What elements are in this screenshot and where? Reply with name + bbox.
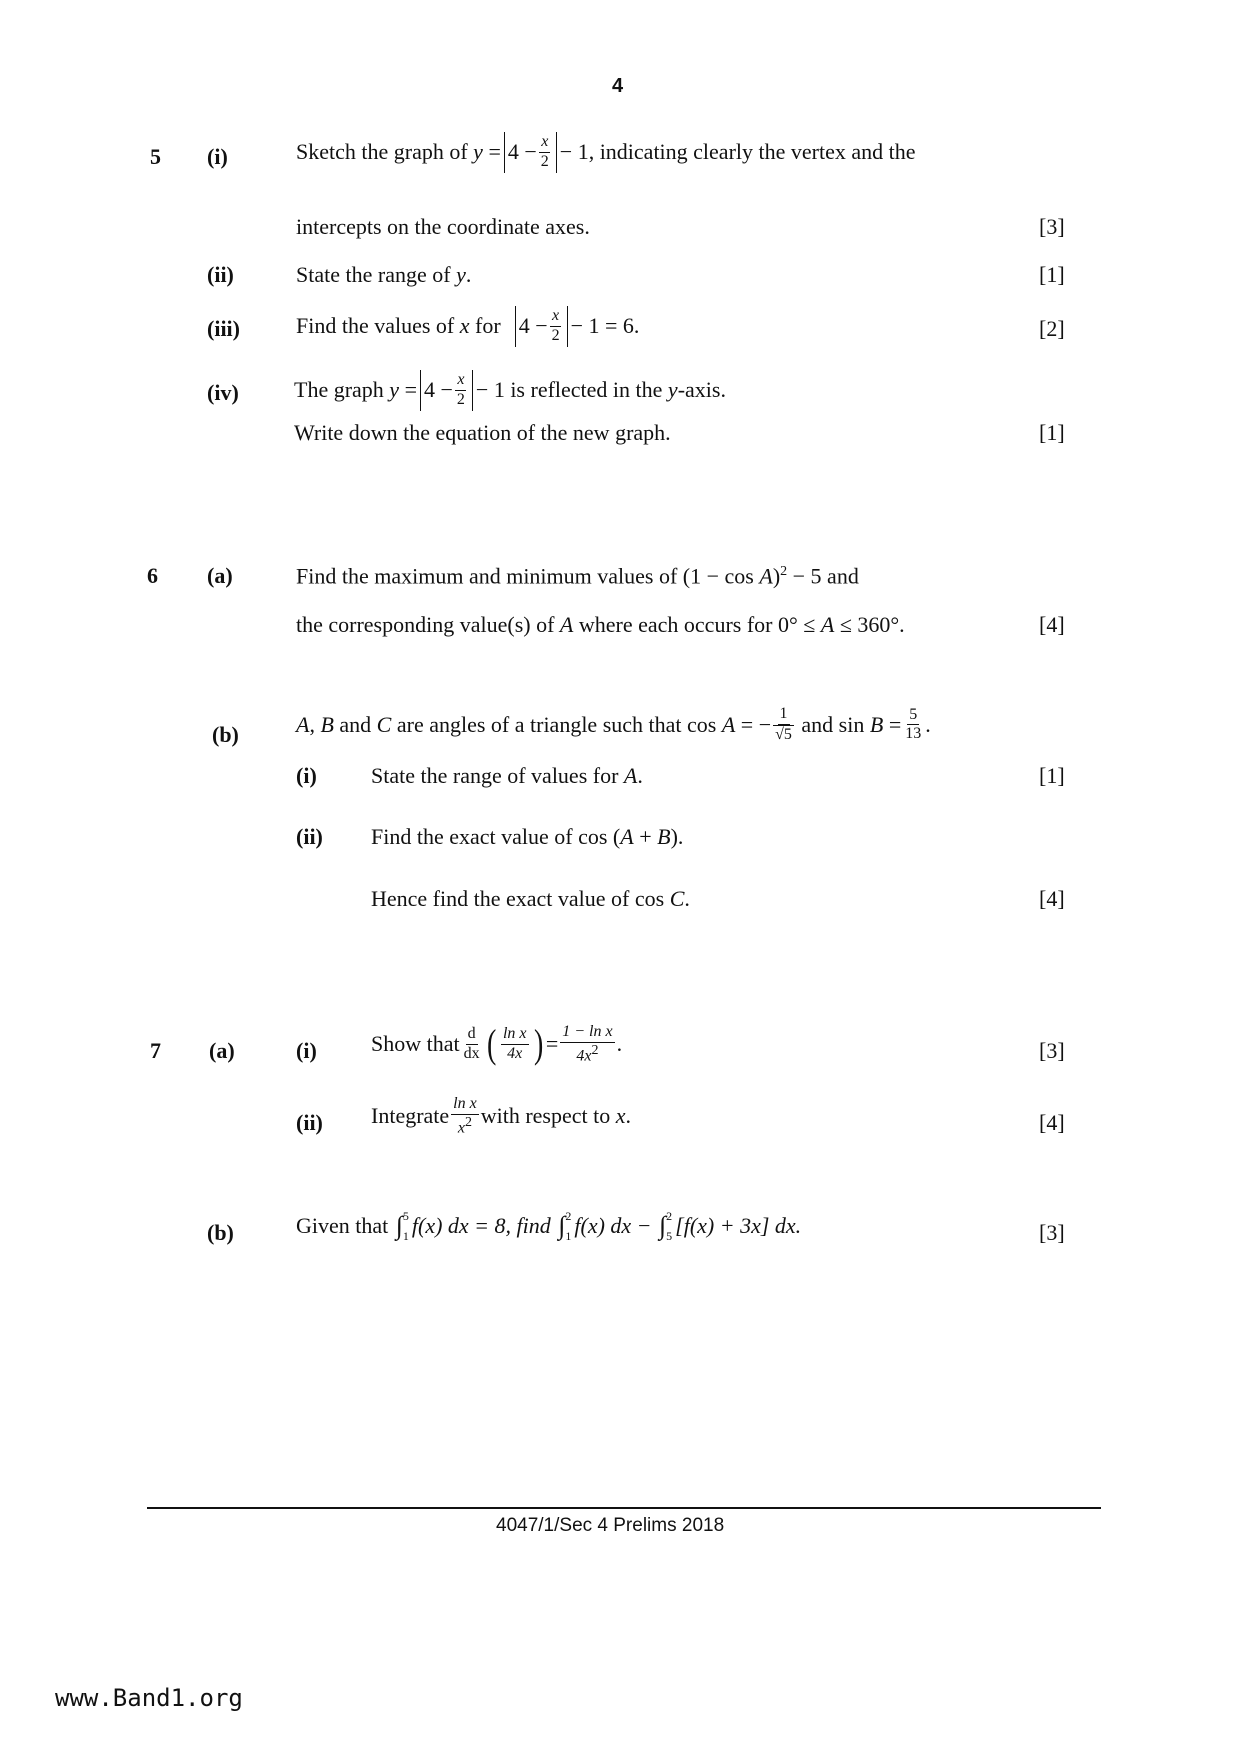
q6b-A2: A xyxy=(721,711,736,737)
watermark-url[interactable]: www.Band1.org xyxy=(55,1684,243,1712)
q5i-absolute-value xyxy=(504,132,557,173)
q6a-line1-post: ) xyxy=(772,563,781,589)
q5-part-ii-label: (ii) xyxy=(207,262,234,287)
q7ai-statement xyxy=(371,1021,623,1067)
q7ai-eq: = xyxy=(545,1031,559,1057)
q7b-upper-3: 2 xyxy=(666,1209,673,1223)
q6-part-a-label: (a) xyxy=(207,563,233,588)
q7aii-marks: [4] xyxy=(1039,1110,1065,1135)
q5iv-frac-num: x xyxy=(455,372,466,391)
q7b-limits-2 xyxy=(565,1210,571,1242)
question-5-number: 5 xyxy=(150,144,161,169)
q7b-integral-1: ∫ xyxy=(395,1211,403,1240)
q6bii-text-main: Find the exact value of cos ( xyxy=(371,824,621,849)
q7ai-derivative xyxy=(462,1026,482,1063)
q7a-part-ii-label: (ii) xyxy=(296,1110,323,1135)
q6b-cos-fraction xyxy=(773,706,794,744)
q7aii-integrate: Integrate xyxy=(371,1103,450,1129)
q7ai-d: d xyxy=(466,1026,478,1045)
q6b-part-ii-label: (ii) xyxy=(296,824,323,849)
q6a-line2-pre: the corresponding value(s) of xyxy=(296,612,555,637)
q7ai-rhs-num: 1 − ln x xyxy=(560,1024,614,1043)
q6bii-end: ). xyxy=(670,824,684,849)
q5iv-post: − 1 is reflected in the xyxy=(475,377,663,403)
q6b-cos-den: √5 xyxy=(775,725,792,743)
q7b-integral-3: ∫ xyxy=(659,1211,667,1240)
q6b-angles-text: are angles of a triangle such that cos xyxy=(396,711,717,737)
q7ai-marks: [3] xyxy=(1039,1038,1065,1063)
q7ai-rhs-den xyxy=(574,1043,600,1065)
q6bi-text xyxy=(371,765,643,787)
q6bi-text-main: State the range of values for xyxy=(371,763,619,788)
q7ai-show-that: Show that xyxy=(371,1031,460,1057)
q7b-upper-1: 5 xyxy=(402,1209,409,1223)
q5-part-i-line1 xyxy=(296,132,916,173)
q5-part-iii-label: (iii) xyxy=(207,316,240,341)
question-6-number: 6 xyxy=(147,563,158,588)
q7b-lower-3: 5 xyxy=(666,1229,673,1243)
q5iv-axis: y xyxy=(667,377,678,403)
q7b-integrand-3: [f(x) + 3x] dx. xyxy=(675,1213,802,1238)
q6b-dot: . xyxy=(925,711,931,737)
q6bii-hence xyxy=(371,888,690,910)
q7b-upper-2: 2 xyxy=(565,1209,572,1223)
q7-part-a-label: (a) xyxy=(209,1038,235,1063)
q5i-four: 4 − xyxy=(507,139,537,165)
q6b-and-sin: and sin xyxy=(801,711,865,737)
q6bi-end: . xyxy=(637,763,643,788)
q6a-line2 xyxy=(296,614,905,636)
q6bii-var-C: C xyxy=(669,886,685,911)
q6a-line2-mid: where each occurs for 0° ≤ xyxy=(578,612,816,637)
q6bii-marks: [4] xyxy=(1039,886,1065,911)
q6a-line1-pre: Find the maximum and minimum values of (1 − cos xyxy=(296,563,754,589)
q5iv-marks: [1] xyxy=(1039,420,1065,445)
q6bii-text xyxy=(371,826,683,848)
q5iv-eq: = xyxy=(404,377,417,403)
q6bi-var-A: A xyxy=(623,763,638,788)
q6a-line2-var-A: A xyxy=(559,612,574,637)
q7ai-rhs-fraction xyxy=(560,1024,614,1065)
q6b-A: A xyxy=(296,711,310,737)
q6a-square: 2 xyxy=(780,564,788,579)
q5iii-absolute-value xyxy=(515,306,568,347)
q5iv-axis-post: -axis. xyxy=(677,377,726,403)
q7b-integrand-2: f(x) dx − xyxy=(574,1213,652,1238)
q5i-marks: [3] xyxy=(1039,214,1065,239)
q5-part-iii-line xyxy=(296,306,639,347)
q5ii-marks: [1] xyxy=(1039,262,1065,287)
q6bii-hence-end: . xyxy=(684,886,690,911)
q7ai-left-paren: ( xyxy=(486,1021,496,1067)
q7aii-statement xyxy=(371,1096,631,1137)
q5-part-i-label: (i) xyxy=(207,144,228,169)
q6bii-var-B: B xyxy=(657,824,671,849)
q6bii-hence-text: Hence find the exact value of cos xyxy=(371,886,665,911)
q5i-fraction xyxy=(539,134,551,171)
q6b-and: and xyxy=(339,711,372,737)
q6bii-plus: + xyxy=(639,824,652,849)
q5iv-fraction xyxy=(455,372,467,409)
q5iii-post: − 1 = 6. xyxy=(570,313,640,339)
q7ai-rhs-den-base: 4x xyxy=(576,1047,592,1065)
q7ai-right-paren: ) xyxy=(533,1021,543,1067)
q6-part-b-label: (b) xyxy=(212,722,239,747)
q7aii-den-exp: 2 xyxy=(465,1114,472,1130)
q5iii-four: 4 − xyxy=(518,313,548,339)
q5iii-frac-num: x xyxy=(550,308,561,327)
q5-part-iv-line1 xyxy=(294,370,726,411)
q5iii-for: for xyxy=(475,313,501,339)
q5ii-var: y xyxy=(456,262,466,287)
q6b-statement: A , B and C are angles of a triangle such that cos A = − $\frac{1}{√5}$ and sin B = $\frac{5}{13}$ . xyxy=(296,705,931,743)
q6b-part-i-label: (i) xyxy=(296,763,317,788)
q7ai-dx: dx xyxy=(463,1044,480,1062)
q7b-limits-1 xyxy=(403,1210,409,1242)
q5iii-fraction xyxy=(550,308,562,345)
q5ii-text: State the range of xyxy=(296,262,451,287)
q7b-pre: Given that xyxy=(296,1213,389,1238)
q7b-marks: [3] xyxy=(1039,1220,1065,1245)
q6bi-marks: [1] xyxy=(1039,763,1065,788)
q6a-marks: [4] xyxy=(1039,612,1065,637)
q6a-line1 xyxy=(296,565,859,587)
q5i-frac-num: x xyxy=(539,134,550,153)
q6b-sin-num: 5 xyxy=(907,707,919,726)
q5iii-frac-den: 2 xyxy=(551,326,560,344)
q5i-frac-den: 2 xyxy=(540,152,549,170)
q7aii-num: ln x xyxy=(451,1096,479,1115)
q7aii-fraction xyxy=(451,1096,479,1137)
q7aii-end: . xyxy=(625,1103,632,1129)
q6b-B: B xyxy=(320,711,334,737)
q5i-line2: intercepts on the coordinate axes. xyxy=(296,214,590,239)
q7ai-end: . xyxy=(616,1031,623,1057)
q5iii-marks: [2] xyxy=(1039,316,1065,341)
question-7-number: 7 xyxy=(150,1038,161,1063)
q5i-eq: = xyxy=(488,139,501,165)
page-number: 4 xyxy=(612,75,624,97)
q6b-C: C xyxy=(376,711,392,737)
q5iv-absolute-value xyxy=(420,370,473,411)
q7b-integral-2: ∫ xyxy=(558,1211,566,1240)
q7a-part-i-label: (i) xyxy=(296,1038,317,1063)
q5iv-pre: The graph xyxy=(294,377,384,403)
q6b-sin-den: 13 xyxy=(905,725,922,743)
q6a-line2-end: ≤ 360°. xyxy=(839,612,905,637)
q6a-line1-end: − 5 and xyxy=(787,563,859,589)
q5iii-var: x xyxy=(459,313,470,339)
q7aii-var: x xyxy=(615,1103,626,1129)
q5iii-pre: Find the values of xyxy=(296,313,455,339)
q7b-limits-3 xyxy=(666,1210,672,1242)
q6a-var-A: A xyxy=(759,563,773,589)
footer-paper-code: 4047/1/Sec 4 Prelims 2018 xyxy=(496,1515,725,1536)
q5iv-line2: Write down the equation of the new graph. xyxy=(294,420,671,445)
q6b-B2: B xyxy=(869,711,884,737)
q7aii-den xyxy=(456,1115,474,1137)
q5iv-four: 4 − xyxy=(423,377,453,403)
q6b-eq2: = xyxy=(888,711,902,737)
q6b-sin-fraction xyxy=(903,707,923,744)
q7ai-rhs-den-exp: 2 xyxy=(591,1042,599,1058)
q5-part-ii-text xyxy=(296,264,471,286)
q7b-statement xyxy=(296,1210,801,1242)
q7aii-den-base: x xyxy=(457,1119,465,1137)
footer-divider xyxy=(147,1507,1101,1509)
q7aii-post: with respect to xyxy=(480,1103,611,1129)
q7b-integrand-1: f(x) dx = 8, find xyxy=(411,1213,551,1238)
q6b-cos-num: 1 xyxy=(778,706,790,725)
q5iv-var-y: y xyxy=(389,377,400,403)
q5iv-frac-den: 2 xyxy=(456,390,465,408)
q7b-lower-1: 1 xyxy=(402,1229,409,1243)
q6a-line2-var-A2: A xyxy=(820,612,835,637)
q5ii-end: . xyxy=(465,262,472,287)
q7ai-inner-den: 4x xyxy=(507,1044,523,1062)
q5i-post-text: − 1, indicating clearly the vertex and the xyxy=(559,139,916,165)
q7ai-inner-num: ln x xyxy=(501,1026,529,1045)
q7b-lower-2: 1 xyxy=(565,1229,572,1243)
q6b-eq: = − xyxy=(740,711,772,737)
q5-part-iv-label: (iv) xyxy=(207,380,239,405)
q5i-pre-text: Sketch the graph of xyxy=(296,139,468,165)
q7-part-b-label: (b) xyxy=(207,1220,234,1245)
q5i-var-y: y xyxy=(473,139,483,165)
q6bii-var-A: A xyxy=(620,824,634,849)
q7ai-inner-fraction xyxy=(501,1026,529,1063)
